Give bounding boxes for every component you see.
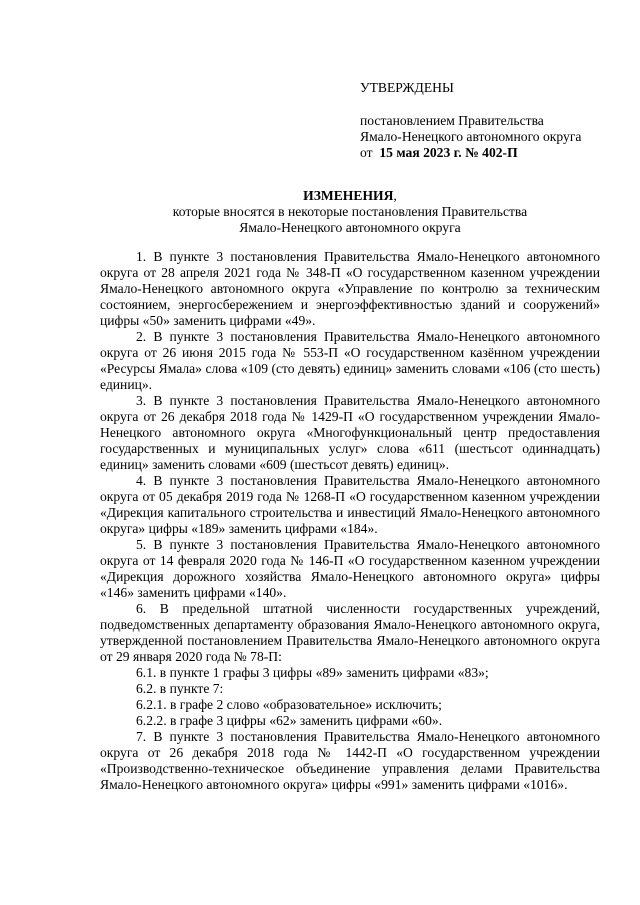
approval-number: № 402-П — [465, 145, 518, 160]
approval-stamp — [360, 80, 620, 161]
paragraph-1: 1. В пункте 3 постановления Правительства Ямало-Ненецкого автономного округа от 28 апреля 2021 года № 348-П «О государственном казенном учреждении Ямало-Ненецкого автономного округа «Управление по контролю за техническим состоянием, энергосбережением и энергоэффективностью зданий и сооружений» цифры «50» заменить цифрами «49». — [100, 249, 600, 328]
heading-subtitle-2: Ямало-Ненецкого автономного округа — [239, 220, 461, 235]
approval-line-2: Ямало-Ненецкого автономного округа — [360, 129, 582, 144]
approval-title: УТВЕРЖДЕНЫ — [360, 80, 454, 95]
subitem-6-2-2: 6.2.2. в графе 3 цифры «62» заменить цифрами «60». — [136, 713, 443, 728]
paragraph-4: 4. В пункте 3 постановления Правительства Ямало-Ненецкого автономного округа от 05 декабря 2019 года № 1268-П «О государственном казенном учреждении «Дирекция капитального строительства и инвестиций Ямало-Ненецкого автономного округа» цифры «189» заменить цифрами «184». — [100, 473, 600, 536]
approval-date-line — [360, 145, 620, 161]
subitem-6-1: 6.1. в пункте 1 графы 3 цифры «89» заменить цифрами «83»; — [136, 665, 489, 680]
approval-date: 15 мая 2023 г. — [379, 145, 462, 160]
approval-prefix: от — [360, 145, 373, 160]
paragraph-6: 6. В предельной штатной численности государственных учреждений, подведомственных департаменту образования Ямало-Ненецкого автономного округа, утвержденной постановлением Правительства Ямало-Ненецкого автономного округа от 29 января 2020 года № 78-П: — [100, 601, 600, 664]
document-body — [100, 249, 600, 793]
paragraph-3: 3. В пункте 3 постановления Правительства Ямало-Ненецкого автономного округа от 26 декабря 2018 года № 1429-П «О государственном учреждении Ямало-Ненецкого автономного округа «Многофункциональный центр предоставления государственных и муниципальных услуг» слова «611 (шестьсот одиннадцать) единиц» заменить словами «609 (шестьсот девять) единиц». — [100, 393, 600, 472]
heading-subtitle-1: которые вносятся в некоторые постановления Правительства — [172, 204, 528, 219]
approval-line-1: постановлением Правительства — [360, 113, 544, 128]
heading-comma: , — [393, 188, 397, 203]
heading-title: ИЗМЕНЕНИЯ — [303, 188, 394, 203]
paragraph-2: 2. В пункте 3 постановления Правительства Ямало-Ненецкого автономного округа от 26 июня 2015 года № 553-П «О государственном казённом учреждении «Ресурсы Ямала» слова «109 (сто девять) единиц» заменить словами «106 (сто шесть) единиц». — [100, 329, 600, 392]
subitem-6-2: 6.2. в пункте 7: — [136, 681, 224, 696]
subitem-6-2-1: 6.2.1. в графе 2 слово «образовательное» исключить; — [136, 697, 442, 712]
paragraph-5: 5. В пункте 3 постановления Правительства Ямало-Ненецкого автономного округа от 14 февраля 2020 года № 146-П «О государственном казенном учреждении «Дирекция дорожного хозяйства Ямало-Ненецкого автономного округа» цифры «146» заменить цифрами «140». — [100, 537, 600, 600]
document-heading — [100, 188, 600, 236]
paragraph-7: 7. В пункте 3 постановления Правительства Ямало-Ненецкого автономного округа от 26 декабря 2018 года № 1442-П «О государственном учреждении «Производственно-техническое объединение управления делами Правительства Ямало-Ненецкого автономного округа» цифры «991» заменить цифрами «1016». — [100, 729, 600, 792]
